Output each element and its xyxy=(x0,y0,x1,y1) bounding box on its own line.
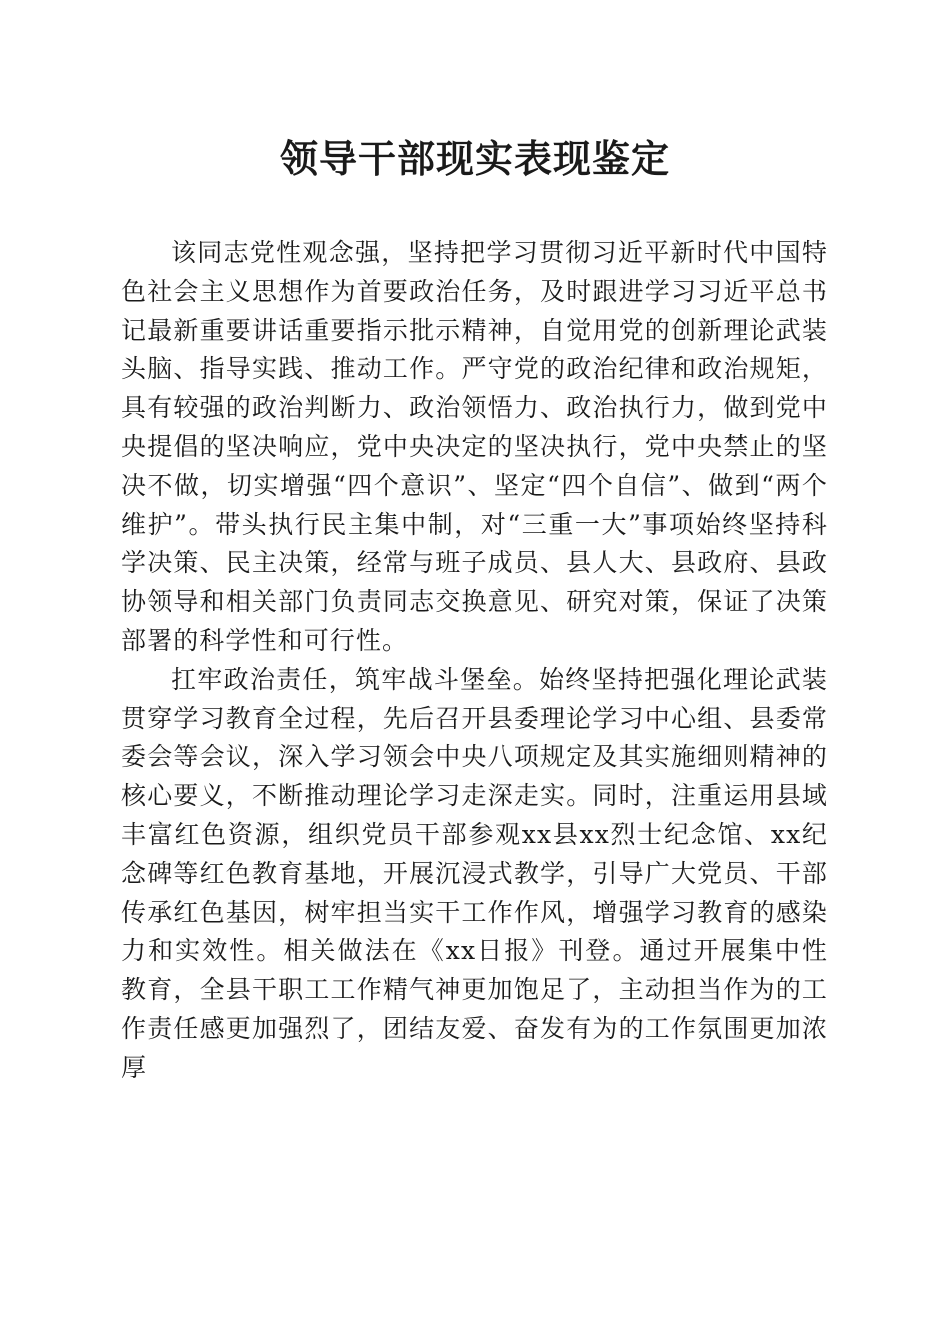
paragraph-1: 该同志党性观念强，坚持把学习贯彻习近平新时代中国特色社会主义思想作为首要政治任务，及时跟进学习习近平总书记最新重要讲话重要指示批示精神，自觉用党的创新理论武装头脑、指导实践、推动工作。严守党的政治纪律和政治规矩，具有较强的政治判断力、政治领悟力、政治执行力，做到党中央提倡的坚决响应，党中央决定的坚决执行，党中央禁止的坚决不做，切实增强“四个意识”、坚定“四个自信”、做到“两个维护”。带头执行民主集中制，对“三重一大”事项始终坚持科学决策、民主决策，经常与班子成员、县人大、县政府、县政协领导和相关部门负责同志交换意见、研究对策，保证了决策部署的科学性和可行性。 xyxy=(121,238,828,655)
document-body xyxy=(121,234,828,1088)
page-title: 领导干部现实表现鉴定 xyxy=(279,136,670,181)
paragraph-2: 扛牢政治责任，筑牢战斗堡垒。始终坚持把强化理论武装贯穿学习教育全过程，先后召开县委理论学习中心组、县委常委会等会议，深入学习领会中央八项规定及其实施细则精神的核心要义，不断推动理论学习走深走实。同时，注重运用县域丰富红色资源，组织党员干部参观xx县xx烈士纪念馆、xx纪念碑等红色教育基地，开展沉浸式教学，引导广大党员、干部传承红色基因，树牢担当实干工作作风，增强学习教育的感染力和实效性。相关做法在《xx日报》刊登。通过开展集中性教育，全县干职工工作精气神更加饱足了，主动担当作为的工作责任感更加强烈了，团结友爱、奋发有为的工作氛围更加浓厚 xyxy=(121,664,828,1082)
